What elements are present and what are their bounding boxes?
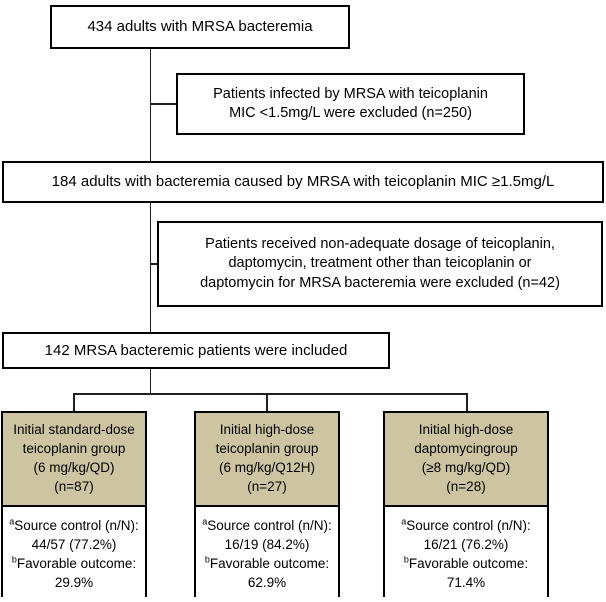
arm-0-body bbox=[3, 507, 145, 602]
arm-1-header-line-3: (6 mg/kg/Q12H) bbox=[218, 460, 316, 476]
connector-drop-arm-0 bbox=[73, 393, 75, 412]
arm-1-source-control-text: Source control (n/N): bbox=[207, 517, 332, 533]
arm-2-favorable-value: 71.4% bbox=[446, 575, 486, 591]
node-excluded-1-line-1: Patients infected by MRSA with teicoplanin bbox=[213, 85, 488, 102]
arm-0-header-line-2: teicoplanin group bbox=[22, 441, 126, 457]
arm-2-favorable-label bbox=[388, 554, 544, 573]
arm-1-header bbox=[196, 413, 338, 507]
arm-2-favorable-text: Favorable outcome: bbox=[408, 555, 529, 571]
arm-2-header bbox=[385, 413, 547, 507]
arm-1-header-line-1: Initial high-dose bbox=[219, 422, 315, 437]
arm-0-header bbox=[3, 413, 145, 507]
arm-1-favorable-label bbox=[199, 554, 335, 573]
arm-2-header-line-2: daptomycingroup bbox=[414, 441, 518, 457]
node-eligible bbox=[2, 161, 604, 203]
arm-1-body bbox=[196, 507, 338, 602]
node-enrolled bbox=[50, 5, 350, 49]
connector-drop-arm-1 bbox=[266, 393, 268, 412]
arm-2-body bbox=[385, 507, 547, 602]
arm-0-footnote-b: b bbox=[11, 554, 17, 565]
arm-0-header-line-4: (n=87) bbox=[54, 479, 94, 495]
connector-drop-arm-2 bbox=[466, 393, 468, 412]
node-eligible-line-1: 184 adults with bacteremia caused by MRSA with teicoplanin MIC ≥1.5mg/L bbox=[51, 173, 555, 191]
node-excluded-2-line-1: Patients received non-adequate dosage of teicoplanin, bbox=[205, 236, 555, 253]
arm-0-header-line-3: (6 mg/kg/QD) bbox=[33, 460, 115, 476]
arm-2-header-line-3: (≥8 mg/kg/QD) bbox=[421, 460, 511, 476]
node-included bbox=[2, 332, 390, 369]
connector-enrolled-to-eligible bbox=[150, 49, 152, 161]
arm-high-dose-daptomycin bbox=[383, 411, 549, 597]
arm-1-header-line-2: teicoplanin group bbox=[215, 441, 319, 457]
connector-arm-distributor bbox=[73, 393, 467, 395]
connector-to-exclusion-1 bbox=[150, 103, 177, 105]
node-excluded-1 bbox=[176, 73, 525, 135]
arm-2-footnote-a: a bbox=[401, 516, 407, 527]
node-excluded-2 bbox=[157, 221, 603, 307]
arm-2-header-line-1: Initial high-dose bbox=[418, 422, 514, 437]
arm-2-footnote-b: b bbox=[403, 554, 409, 565]
arm-1-favorable-value: 62.9% bbox=[247, 575, 287, 591]
arm-2-header-line-4: (n=28) bbox=[446, 479, 486, 495]
node-excluded-1-line-2: MIC <1.5mg/L were excluded (n=250) bbox=[229, 105, 472, 121]
arm-0-header-line-1: Initial standard-dose bbox=[13, 422, 135, 437]
arm-0-source-control-label bbox=[6, 516, 142, 535]
arm-1-footnote-a: a bbox=[202, 516, 208, 527]
arm-high-dose-teicoplanin bbox=[194, 411, 340, 597]
arm-1-source-control-value: 16/19 (84.2%) bbox=[224, 536, 310, 552]
connector-included-to-arms bbox=[150, 369, 152, 394]
arm-1-footnote-b: b bbox=[204, 554, 210, 565]
arm-2-source-control-text: Source control (n/N): bbox=[406, 517, 531, 533]
arm-2-source-control-value: 16/21 (76.2%) bbox=[423, 536, 509, 552]
arm-0-source-control-value: 44/57 (77.2%) bbox=[31, 536, 117, 552]
arm-0-favorable-value: 29.9% bbox=[54, 575, 94, 591]
arm-standard-dose-teicoplanin bbox=[1, 411, 147, 597]
arm-0-favorable-label bbox=[6, 554, 142, 573]
node-included-line-1: 142 MRSA bacteremic patients were included bbox=[44, 341, 348, 359]
connector-eligible-to-included bbox=[150, 203, 152, 332]
arm-1-source-control-label bbox=[199, 516, 335, 535]
arm-0-favorable-text: Favorable outcome: bbox=[16, 555, 137, 571]
arm-0-source-control-text: Source control (n/N): bbox=[14, 517, 139, 533]
node-enrolled-line-1: 434 adults with MRSA bacteremia bbox=[87, 18, 313, 36]
arm-0-footnote-a: a bbox=[9, 516, 15, 527]
arm-1-header-line-4: (n=27) bbox=[247, 479, 287, 495]
arm-1-favorable-text: Favorable outcome: bbox=[209, 555, 330, 571]
node-excluded-2-line-2: daptomycin, treatment other than teicoplanin or bbox=[228, 255, 532, 272]
arm-2-source-control-label bbox=[388, 516, 544, 535]
node-excluded-2-line-3: daptomycin for MRSA bacteremia were excluded (n=42) bbox=[200, 274, 560, 291]
